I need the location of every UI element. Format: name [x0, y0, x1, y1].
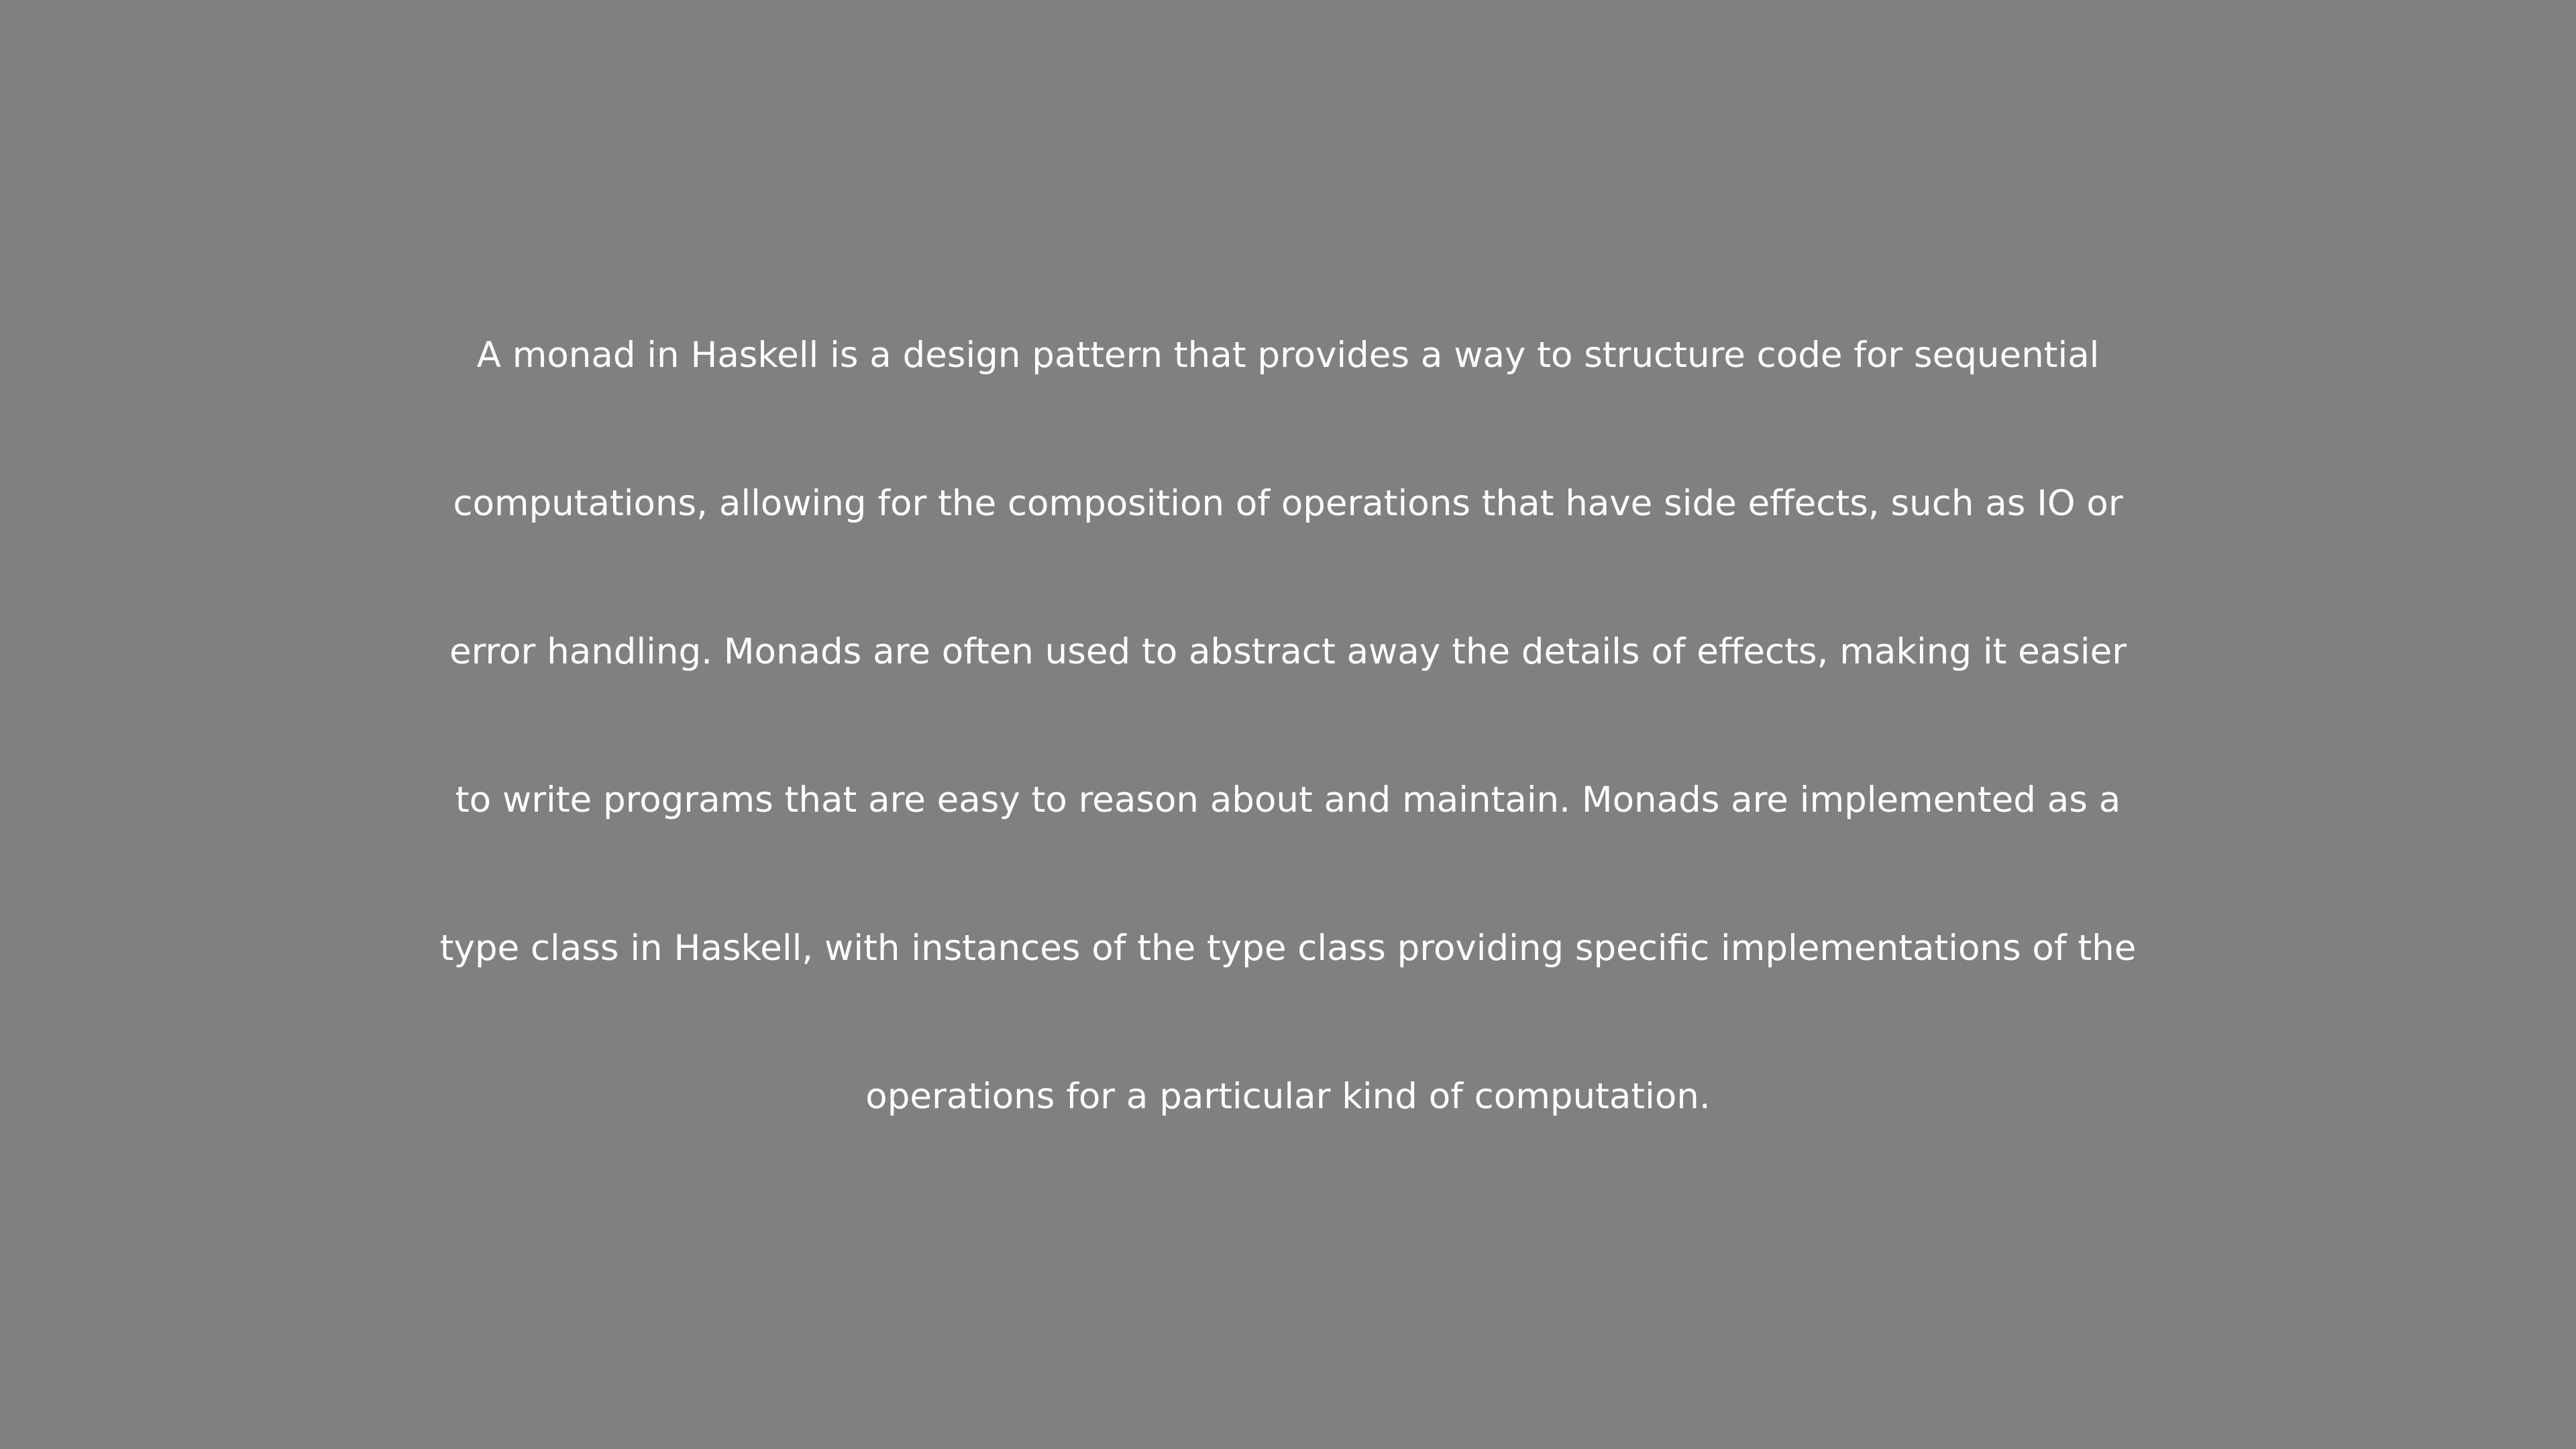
- paragraph-line-3: error handling. Monads are often used to abstract away the details of effects, making it easier: [449, 631, 2127, 672]
- paragraph-line-6: operations for a particular kind of computation.: [865, 1076, 1711, 1117]
- paragraph-line-5: type class in Haskell, with instances of the type class providing specific implementations of the: [439, 928, 2137, 969]
- paragraph-line-2: computations, allowing for the composition of operations that have side effects, such as IO or: [453, 483, 2123, 524]
- paragraph-line-1: A monad in Haskell is a design pattern that provides a way to structure code for sequential: [476, 335, 2100, 376]
- paragraph-line-4: to write programs that are easy to reason about and maintain. Monads are implemented as a: [455, 780, 2121, 820]
